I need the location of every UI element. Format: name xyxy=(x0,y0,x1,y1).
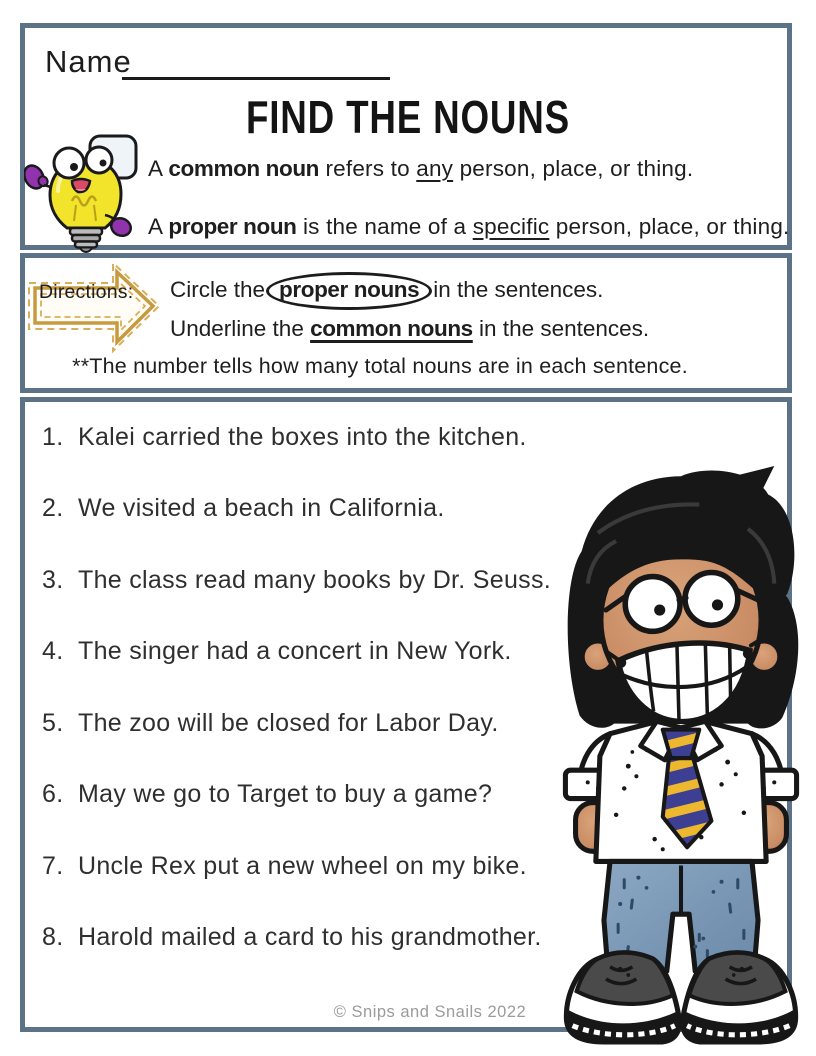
def-text: is the name of a xyxy=(296,214,473,239)
sentence-text: The zoo will be closed for Labor Day. xyxy=(78,709,499,737)
sentence-row-2 xyxy=(42,494,445,523)
def-text: A xyxy=(148,214,169,239)
sentence-text: The singer had a concert in New York. xyxy=(78,637,512,665)
directions-line-underline xyxy=(170,316,649,342)
name-row xyxy=(45,44,132,80)
sentence-number: 7. xyxy=(42,852,64,880)
sentence-text: The class read many books by Dr. Seuss. xyxy=(78,566,552,594)
sentence-row-5 xyxy=(42,709,499,738)
def-text: refers to xyxy=(319,156,417,181)
sentence-row-6 xyxy=(42,780,492,809)
sentence-number: 2. xyxy=(42,494,64,522)
page-title: FIND THE NOUNS xyxy=(246,91,571,143)
sentence-row-4 xyxy=(42,637,512,666)
smiling-boy-character-icon xyxy=(556,462,806,1048)
sentence-number: 4. xyxy=(42,637,64,665)
lightbulb-character-icon xyxy=(24,133,148,253)
sentence-row-3 xyxy=(42,566,551,595)
dir-text: Circle the xyxy=(170,277,266,302)
underlined-common-nouns: common nouns xyxy=(310,316,473,341)
sentence-text: Harold mailed a card to his grandmother. xyxy=(78,923,542,951)
sentence-row-7 xyxy=(42,852,527,881)
def-text: person, place, or thing. xyxy=(549,214,790,239)
name-label: Name xyxy=(45,44,132,79)
sentence-number: 6. xyxy=(42,780,64,808)
sentence-row-8 xyxy=(42,923,542,952)
dir-text: in the sentences. xyxy=(433,277,604,302)
sentence-number: 3. xyxy=(42,566,64,594)
sentence-text: May we go to Target to buy a game? xyxy=(78,780,493,808)
name-blank-line xyxy=(122,50,390,80)
proper-noun-definition xyxy=(148,214,790,240)
sentence-text: Kalei carried the boxes into the kitchen. xyxy=(78,423,527,451)
sentence-number: 5. xyxy=(42,709,64,737)
directions-arrow-icon xyxy=(25,259,163,355)
underlined-word: any xyxy=(416,156,454,181)
sentence-text: We visited a beach in California. xyxy=(78,494,445,522)
underlined-word: specific xyxy=(472,214,550,239)
sentence-text: Uncle Rex put a new wheel on my bike. xyxy=(78,852,527,880)
def-text: A xyxy=(148,156,169,181)
copyright-credit: © Snips and Snails 2022 xyxy=(333,1003,527,1021)
dir-text: in the sentences. xyxy=(472,316,650,341)
directions-note: **The number tells how many total nouns are in each sentence. xyxy=(72,354,688,378)
circled-proper-nouns: proper nouns xyxy=(266,272,432,310)
proper-noun-term: proper noun xyxy=(168,214,297,239)
dir-text: Underline the xyxy=(170,316,311,341)
common-noun-definition xyxy=(148,156,693,182)
common-noun-term: common noun xyxy=(168,156,320,181)
sentence-number: 8. xyxy=(42,923,64,951)
def-text: person, place, or thing. xyxy=(453,156,694,181)
directions-label: Directions: xyxy=(39,281,134,303)
sentence-number: 1. xyxy=(42,423,64,451)
directions-line-circle xyxy=(170,276,603,306)
sentence-row-1 xyxy=(42,423,527,452)
